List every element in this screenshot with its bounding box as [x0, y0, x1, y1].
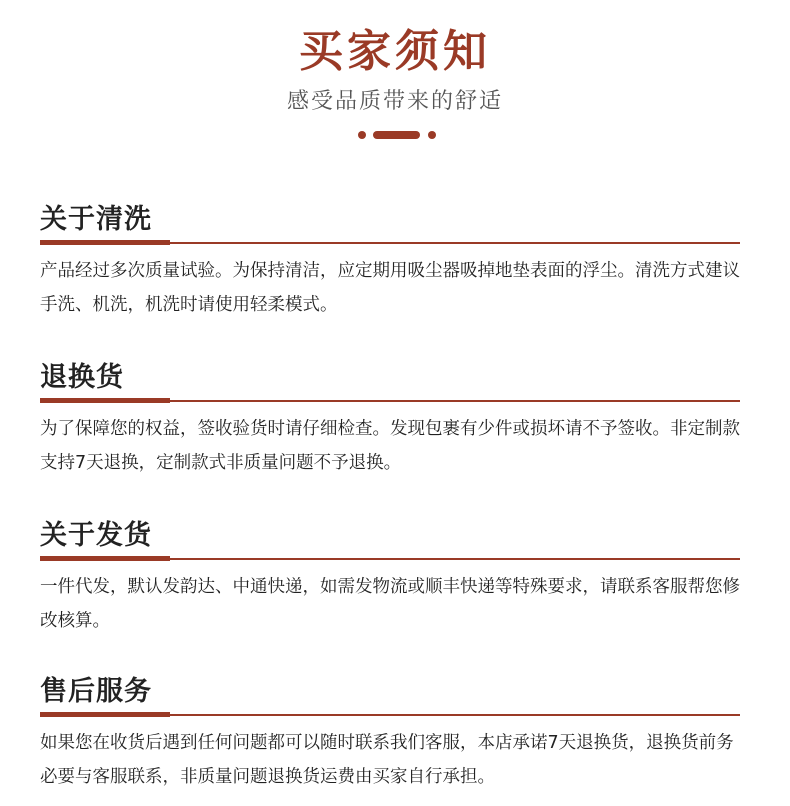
section-divider-accent	[40, 556, 170, 561]
section-title: 售后服务	[40, 676, 152, 707]
section-body: 为了保障您的权益，签收验货时请仔细检查。发现包裹有少件或损坏请不予签收。非定制款支持7天退换，定制款式非质量问题不予退换。	[40, 419, 740, 473]
page-title: 买家须知	[299, 26, 491, 77]
section-body: 产品经过多次质量试验。为保持清洁，应定期用吸尘器吸掉地垫表面的浮尘。清洗方式建议手洗、机洗，机洗时请使用轻柔模式。	[40, 261, 740, 315]
ornament-dash	[373, 131, 420, 139]
section-divider-accent	[40, 240, 170, 245]
section-title: 退换货	[40, 362, 124, 393]
section-title: 关于发货	[40, 520, 152, 551]
section-divider-accent	[40, 398, 170, 403]
section-divider-accent	[40, 712, 170, 717]
section-body: 如果您在收货后遇到任何问题都可以随时联系我们客服，本店承诺7天退换货，退换货前务必要与客服联系，非质量问题退换货运费由买家自行承担。	[40, 733, 734, 787]
ornament-dot-right	[428, 131, 436, 139]
ornament-dot-left	[358, 131, 366, 139]
page-subtitle: 感受品质带来的舒适	[286, 89, 503, 114]
title-ornament	[0, 130, 790, 140]
section-title: 关于清洗	[40, 204, 152, 235]
section-body: 一件代发，默认发韵达、中通快递，如需发物流或顺丰快递等特殊要求，请联系客服帮您修改核算。	[40, 577, 740, 631]
